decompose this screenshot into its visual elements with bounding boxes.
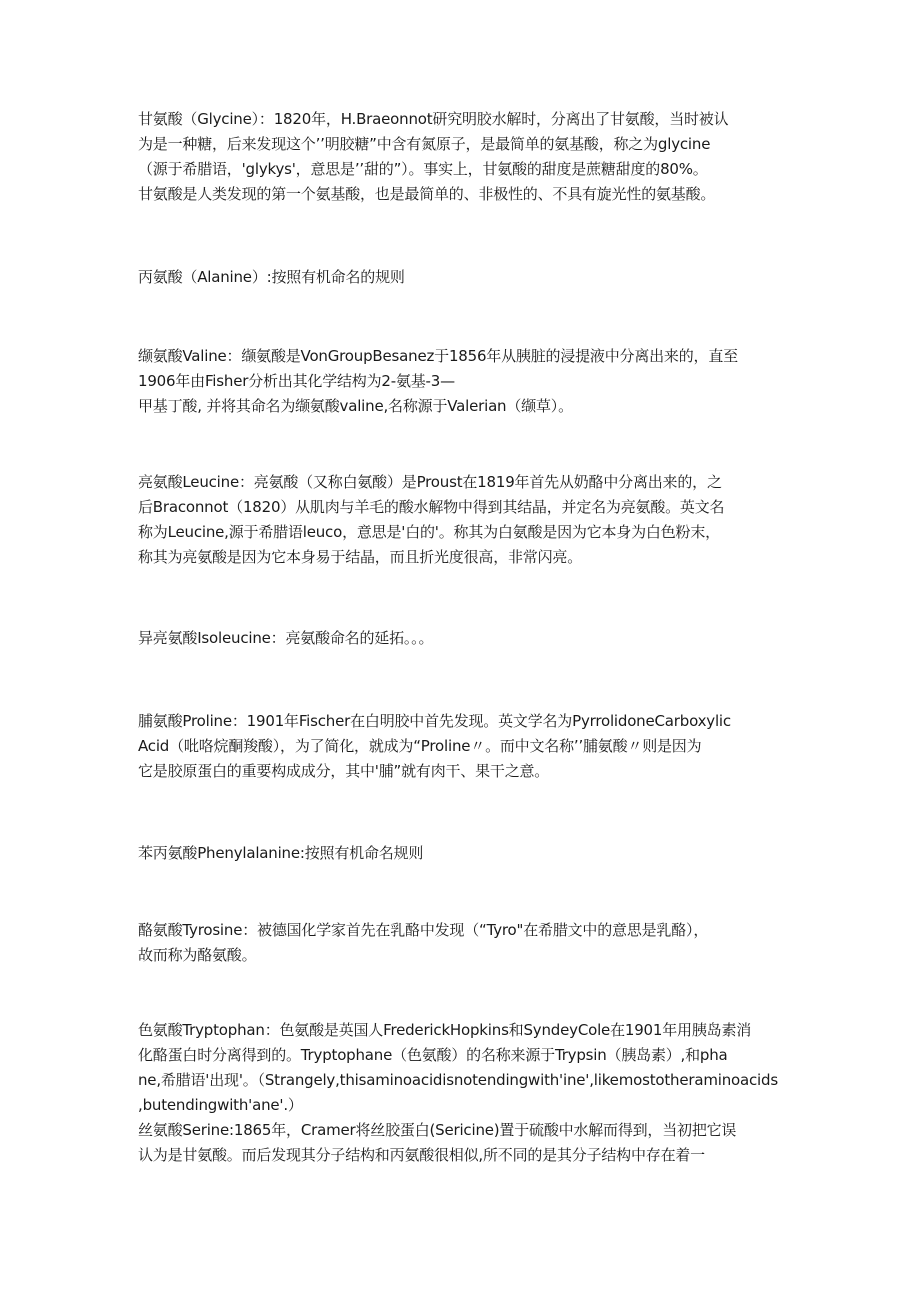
paragraph-valine (138, 344, 783, 419)
text-line: 它是胶原蛋白的重要构成成分，其中'脯”就有肉干、果干之意。 (138, 762, 550, 780)
paragraph-tryptophan-serine (138, 1018, 783, 1168)
text-line: 故而称为酪氨酸。 (138, 946, 257, 964)
text-line: （源于希腊语，'glykys'，意思是’’甜的”）。事实上，甘氨酸的甜度是蔗糖甜度的80%。 (138, 160, 708, 178)
text-line: 称为Leucine,源于希腊语leuco，意思是'白的'。称其为白氨酸是因为它本身为白色粉末， (138, 523, 720, 541)
paragraph-proline (138, 709, 783, 784)
paragraph-glycine (138, 107, 783, 207)
text-line: 甘氨酸是人类发现的第一个氨基酸，也是最简单的、非极性的、不具有旋光性的氨基酸。 (138, 185, 716, 203)
text-line: Acid（吡咯烷酮羧酸），为了简化，就成为“Proline〃。而中文名称’’脯氨酸〃则是因为 (138, 737, 702, 755)
text-line: 酪氨酸Tyrosine：被德国化学家首先在乳酪中发现（“Tyro"在希腊文中的意思是乳酪）， (138, 921, 709, 939)
text-line: 为是一种糖，后来发现这个’’明胶糖”中含有氮原子，是最简单的氨基酸，称之为glycine (138, 135, 711, 153)
text-line: 甲基丁酸, 并将其命名为缬氨酸valine,名称源于Valerian（缬草）。 (138, 397, 573, 415)
paragraph-tyrosine (138, 918, 783, 968)
text-line: 异亮氨酸Isoleucine：亮氨酸命名的延拓。。。 (138, 629, 434, 647)
text-line: ,butendingwith'ane'.） (138, 1096, 303, 1114)
text-line: 化酪蛋白时分离得到的。Tryptophane（色氨酸）的名称来源于Trypsin（胰岛素）,和pha (138, 1046, 728, 1064)
text-line: 认为是甘氨酸。而后发现其分子结构和丙氨酸很相似,所不同的是其分子结构中存在着一 (138, 1146, 705, 1164)
text-line: 色氨酸Tryptophan：色氨酸是英国人FrederickHopkins和SyndeyCole在1901年用胰岛素消 (138, 1021, 752, 1039)
paragraph-alanine (138, 265, 783, 290)
text-line: 称其为亮氨酸是因为它本身易于结晶，而且折光度很高，非常闪亮。 (138, 548, 583, 566)
text-line: 1906年由Fisher分析出其化学结构为2-氨基-3— (138, 372, 455, 390)
text-line: 脯氨酸Proline：1901年Fischer在白明胶中首先发现。英文学名为PyrrolidoneCarboxylic (138, 712, 731, 730)
paragraph-leucine (138, 470, 783, 570)
paragraph-isoleucine (138, 626, 783, 651)
text-line: 缬氨酸Valine：缬氨酸是VonGroupBesanez于1856年从胰脏的浸提液中分离出来的，直至 (138, 347, 738, 365)
text-line: 甘氨酸（Glycine）：1820年，H.Braeonnot研究明胶水解时，分离出了甘氨酸，当时被认 (138, 110, 729, 128)
text-line: 后Braconnot（1820）从肌肉与羊毛的酸水解物中得到其结晶，并定名为亮氨酸。英文名 (138, 498, 725, 516)
text-line: 亮氨酸Leucine：亮氨酸（又称白氨酸）是Proust在1819年首先从奶酪中分离出来的，之 (138, 473, 722, 491)
paragraph-phenylalanine (138, 841, 783, 866)
text-line: ne,希腊语'出现'。（Strangely,thisaminoacidisnotendingwith'ine',likemostotheraminoacids (138, 1071, 778, 1089)
text-line: 苯丙氨酸Phenylalanine:按照有机命名规则 (138, 844, 424, 862)
text-line: 丝氨酸Serine:1865年，Cramer将丝胶蛋白(Sericine)置于硫酸中水解而得到，当初把它误 (138, 1121, 737, 1139)
text-line: 丙氨酸（Alanine）:按照有机命名的规则 (138, 268, 405, 286)
